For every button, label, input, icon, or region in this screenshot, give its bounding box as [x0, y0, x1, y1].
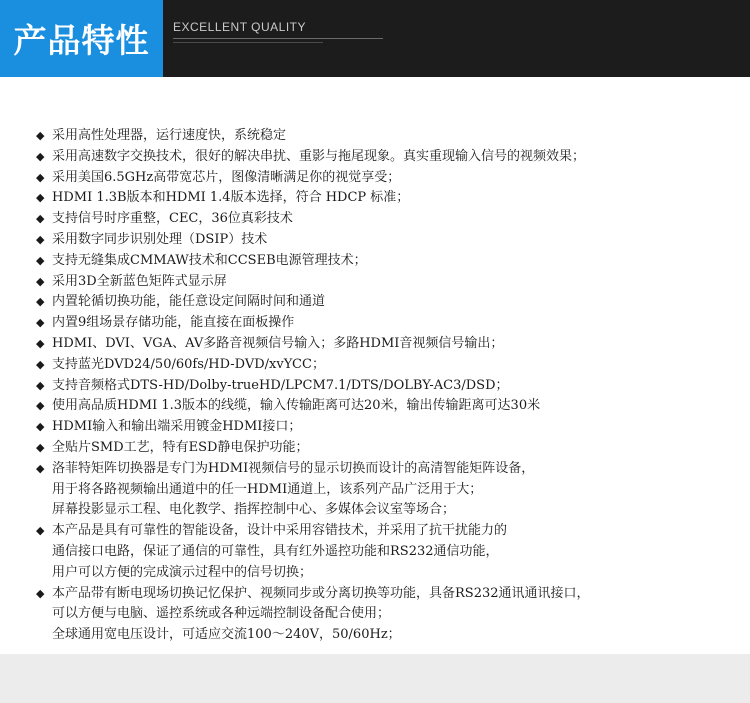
diamond-bullet-icon: ◆: [36, 586, 45, 600]
feature-list: [36, 126, 736, 646]
diamond-bullet-icon: ◆: [36, 149, 45, 163]
feature-item: [36, 355, 736, 376]
feature-text: 通信接口电路，保证了通信的可靠性，具有红外遥控功能和RS232通信功能，: [52, 543, 499, 559]
feature-text: 采用美国6.5GHz高带宽芯片，图像清晰满足你的视觉享受；: [52, 169, 401, 185]
feature-text: 屏幕投影显示工程、电化教学、指挥控制中心、多媒体会议室等场合；: [52, 502, 456, 518]
feature-item: [36, 313, 736, 334]
feature-text: 支持音频格式DTS-HD/Dolby-trueHD/LPCM7.1/DTS/DOLBY-AC3/DSD；: [52, 377, 509, 393]
feature-text: 支持信号时序重整，CEC，36位真彩技术: [52, 211, 293, 227]
diamond-bullet-icon: ◆: [36, 378, 45, 392]
feature-text: HDMI、DVI、VGA、AV多路音视频信号输入；多路HDMI音视频信号输出；: [52, 335, 504, 351]
feature-text: 支持蓝光DVD24/50/60fs/HD-DVD/xvYCC；: [52, 356, 325, 372]
feature-text: 用于将各路视频输出通道中的任一HDMI通道上，该系列产品广泛用于大；: [52, 481, 483, 497]
feature-text: 洛菲特矩阵切换器是专门为HDMI视频信号的显示切换而设计的高清智能矩阵设备，: [52, 460, 535, 476]
feature-item: [36, 459, 736, 480]
feature-text: 采用3D全新蓝色矩阵式显示屏: [52, 273, 227, 289]
feature-item: [36, 396, 736, 417]
decorative-line: [173, 38, 383, 39]
feature-text: HDMI输入和输出端采用镀金HDMI接口；: [52, 419, 302, 435]
feature-text: 本产品带有断电现场切换记忆保护、视频同步或分离切换等功能，具备RS232通讯通讯接口，: [52, 585, 590, 601]
diamond-bullet-icon: ◆: [36, 399, 45, 413]
content-area: [0, 77, 750, 654]
diamond-bullet-icon: ◆: [36, 357, 45, 371]
feature-text: 使用高品质HDMI 1.3版本的线缆，输入传输距离可达20米，输出传输距离可达30米: [52, 398, 541, 414]
diamond-bullet-icon: ◆: [36, 129, 45, 142]
feature-text: 内置轮循切换功能，能任意设定间隔时间和通道: [52, 294, 326, 310]
feature-text: 可以方便与电脑、遥控系统或各种远端控制设备配合使用；: [52, 606, 391, 622]
diamond-bullet-icon: ◆: [36, 274, 45, 288]
title-box: [0, 0, 163, 77]
diamond-bullet-icon: ◆: [36, 524, 45, 538]
diamond-bullet-icon: ◆: [36, 461, 45, 475]
diamond-bullet-icon: ◆: [36, 253, 45, 267]
footer-band: [0, 654, 750, 703]
feature-text: 本产品是具有可靠性的智能设备，设计中采用容错技术，并采用了抗干扰能力的: [52, 523, 508, 539]
feature-item: [36, 251, 736, 272]
page-title: 产品特性: [13, 21, 150, 60]
feature-item: [36, 521, 736, 542]
diamond-bullet-icon: ◆: [36, 440, 45, 454]
header-banner: [0, 0, 750, 77]
feature-text: 用户可以方便的完成演示过程中的信号切换；: [52, 564, 313, 580]
decorative-line: [173, 42, 323, 43]
diamond-bullet-icon: ◆: [36, 191, 45, 205]
feature-item: [36, 417, 736, 438]
feature-text: HDMI 1.3B版本和HDMI 1.4版本选择，符合 HDCP 标准；: [52, 190, 410, 206]
feature-item-continuation: [36, 625, 736, 646]
feature-item: [36, 188, 736, 209]
feature-text: 采用数字同步识别处理（DSIP）技术: [52, 231, 268, 247]
diamond-bullet-icon: ◆: [36, 170, 45, 184]
feature-text: 内置9组场景存储功能，能直接在面板操作: [52, 315, 295, 331]
feature-item-continuation: [36, 480, 736, 501]
feature-text: 采用高速数字交换技术，很好的解决串扰、重影与拖尾现象。真实重现输入信号的视频效果；: [52, 148, 586, 164]
feature-item: [36, 292, 736, 313]
feature-item-continuation: [36, 604, 736, 625]
diamond-bullet-icon: ◆: [36, 212, 45, 226]
feature-item: [36, 334, 736, 355]
feature-item: [36, 230, 736, 251]
feature-text: 全球通用宽电压设计，可适应交流100～240V，50/60Hz；: [52, 627, 401, 643]
feature-item-continuation: [36, 542, 736, 563]
feature-item: [36, 272, 736, 293]
feature-item: [36, 126, 736, 147]
feature-item: [36, 147, 736, 168]
feature-text: 全贴片SMD工艺，特有ESD静电保护功能；: [52, 439, 309, 455]
feature-item: [36, 209, 736, 230]
diamond-bullet-icon: ◆: [36, 295, 45, 309]
feature-item: [36, 168, 736, 189]
feature-item: [36, 584, 736, 605]
feature-text: 采用高性处理器，运行速度快，系统稳定: [52, 128, 287, 143]
diamond-bullet-icon: ◆: [36, 336, 45, 350]
feature-item: [36, 438, 736, 459]
feature-item-continuation: [36, 500, 736, 521]
page-subtitle: EXCELLENT QUALITY: [173, 20, 306, 34]
diamond-bullet-icon: ◆: [36, 316, 45, 330]
diamond-bullet-icon: ◆: [36, 232, 45, 246]
diamond-bullet-icon: ◆: [36, 420, 45, 434]
feature-item: [36, 376, 736, 397]
feature-item-continuation: [36, 563, 736, 584]
feature-text: 支持无缝集成CMMAW技术和CCSEB电源管理技术；: [52, 252, 367, 268]
